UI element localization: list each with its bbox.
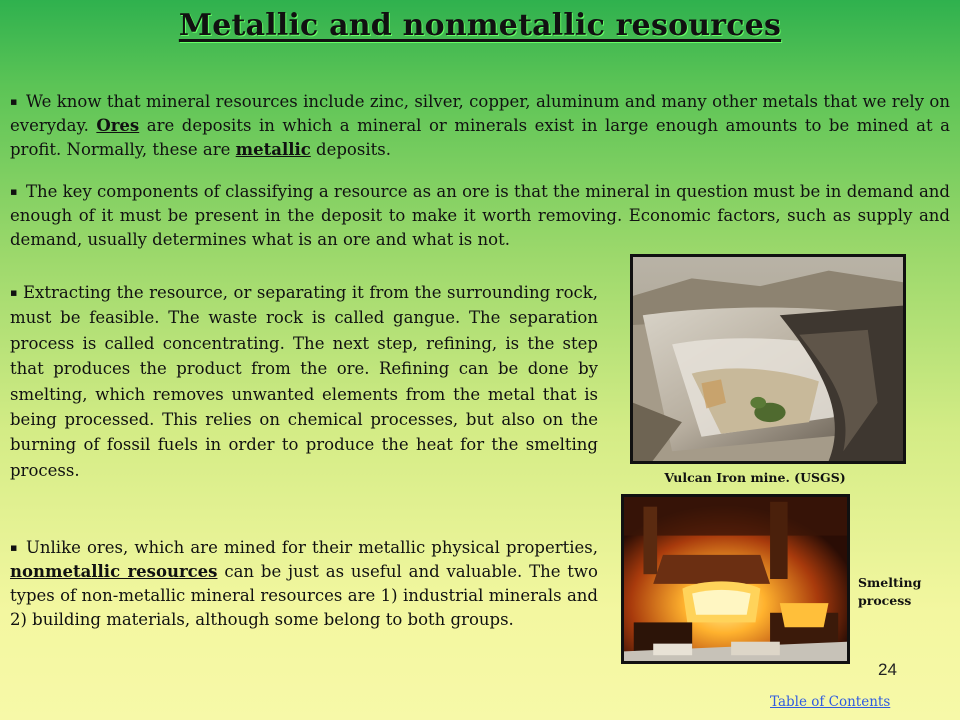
page-number: 24 <box>878 660 897 679</box>
bullet-icon: ▪ <box>10 541 18 554</box>
paragraph-extraction <box>10 280 598 483</box>
paragraph-text: deposits. <box>310 140 391 159</box>
paragraph-text: The key components of classifying a resource as an ore is that the mineral in question must be in demand and enough of it must be present in the deposit to make it worth removing. Economic factors, such as supply and demand, usually determines what is an ore and what is not. <box>10 182 950 249</box>
smelting-furnace-illustration <box>624 497 847 661</box>
table-of-contents-link[interactable]: Table of Contents <box>770 694 891 710</box>
paragraph-ore-classification <box>10 180 950 252</box>
paragraph-text: Unlike ores, which are mined for their metallic physical properties, <box>26 538 598 557</box>
keyword-nonmetallic-resources: nonmetallic resources <box>10 562 218 581</box>
bullet-icon: ▪ <box>10 185 18 198</box>
paragraph-nonmetallic <box>10 536 598 632</box>
smelting-photo-caption: Smelting process <box>858 575 922 608</box>
keyword-metallic: metallic <box>235 140 311 159</box>
paragraph-text: are deposits in which a mineral or minerals exist in large enough amounts to be mined at a profit. Normally, these are <box>10 116 950 159</box>
paragraph-text: Extracting the resource, or separating it from the surrounding rock, must be feasible. The waste rock is called gangue. The separation process is called concentrating. The next step, refining, is the step that produces the product from the ore. Refining can be done by smelting, which removes unwanted elements from the metal that is being processed. This relies on chemical processes, but also on the burning of fossil fuels in order to produce the heat for the smelting process. <box>10 283 598 480</box>
open-pit-mine-illustration <box>633 257 903 461</box>
mine-photo <box>630 254 906 464</box>
smelting-photo <box>621 494 850 664</box>
keyword-ores: Ores <box>96 116 140 135</box>
bullet-icon: ▪ <box>10 286 18 299</box>
bullet-icon: ▪ <box>10 95 18 108</box>
mine-photo-caption: Vulcan Iron mine. (USGS) <box>664 470 846 485</box>
paragraph-ores <box>10 90 950 162</box>
paragraph-text: We know that mineral resources include zinc, silver, copper, aluminum and many other metals that we rely on everyday. <box>10 92 950 135</box>
slide-title: Metallic and nonmetallic resources <box>178 8 782 43</box>
paragraph-text: can be just as useful and valuable. The two types of non-metallic mineral resources are 1) industrial minerals and 2) building materials, although some belong to both groups. <box>10 562 598 629</box>
